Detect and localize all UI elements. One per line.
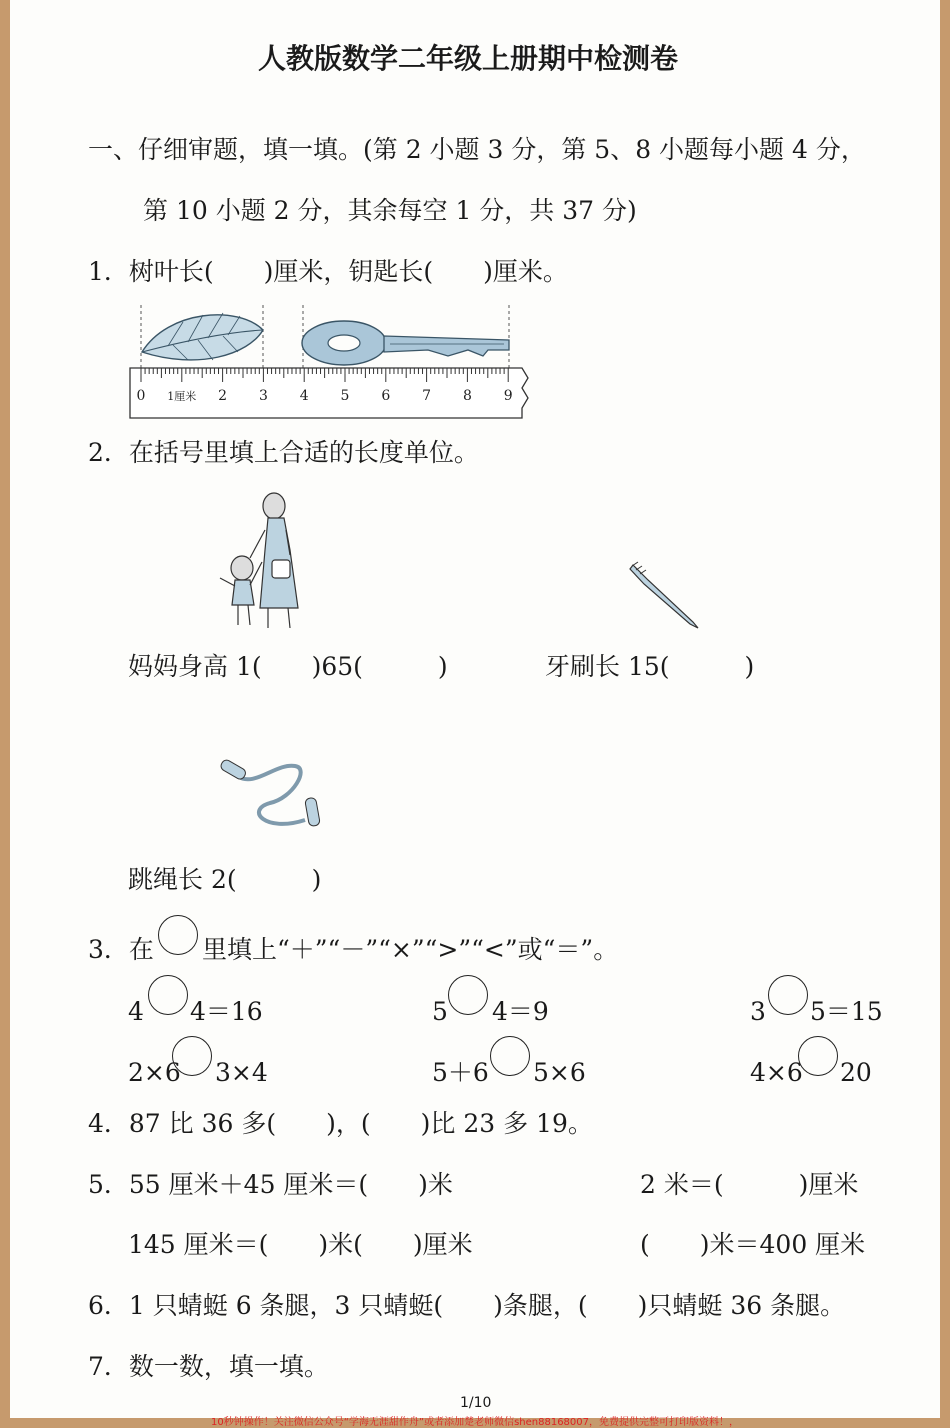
- q3-item-2-circle[interactable]: [448, 975, 488, 1015]
- question-7: 7．数一数，填一填。: [88, 1352, 329, 1381]
- q3-item-5-left: 5＋6: [432, 1058, 489, 1087]
- leaf-icon: [142, 313, 263, 360]
- question-5-d: ( )米＝400 厘米: [640, 1230, 866, 1259]
- page-title: 人教版数学二年级上册期中检测卷: [258, 42, 679, 75]
- ruler-label: 0: [136, 388, 146, 404]
- ruler-label: 6: [381, 388, 391, 404]
- ruler-label: 7: [422, 388, 432, 404]
- answer-circle-example: [158, 915, 198, 955]
- question-5-c: 145 厘米＝( )米( )厘米: [128, 1230, 473, 1259]
- q3-item-2-right: 4＝9: [492, 997, 549, 1026]
- question-2: 2．在括号里填上合适的长度单位。: [88, 438, 479, 467]
- ruler-label: 9: [503, 388, 513, 404]
- question-2-rope-length: 跳绳长 2( ): [128, 865, 322, 894]
- q3-item-6-left: 4×6: [750, 1058, 803, 1087]
- key-icon: [302, 321, 509, 365]
- q3-item-6-right: 20: [840, 1058, 872, 1087]
- question-1: 1．树叶长( )厘米，钥匙长( )厘米。: [88, 257, 568, 286]
- question-4: 4．87 比 36 多( )，( )比 23 多 19。: [88, 1109, 593, 1138]
- ruler-label: 4: [299, 388, 309, 404]
- page-number: 1/10: [460, 1395, 492, 1411]
- ruler-label: 5: [340, 388, 350, 404]
- ruler-label: 2: [218, 388, 228, 404]
- q3-item-3-circle[interactable]: [768, 975, 808, 1015]
- q3-item-5-right: 5×6: [533, 1058, 586, 1087]
- q3-item-4-circle[interactable]: [172, 1036, 212, 1076]
- q3-item-2-left: 5: [432, 997, 448, 1026]
- q3-item-4-right: 3×4: [215, 1058, 268, 1087]
- q3-item-3-left: 3: [750, 997, 766, 1026]
- q3-item-4-left: 2×6: [128, 1058, 181, 1087]
- section-1-instruction-line2: 第 10 小题 2 分，其余每空 1 分，共 37 分): [143, 196, 637, 225]
- toothbrush-icon: [628, 560, 703, 632]
- question-5-a: 5．55 厘米＋45 厘米＝( )米: [88, 1170, 453, 1199]
- ruler-label: 8: [462, 388, 472, 404]
- q3-item-6-circle[interactable]: [798, 1036, 838, 1076]
- ruler: [130, 368, 528, 418]
- question-3-instruction: 里填上“＋”“－”“×”“>”“<”或“＝”。: [202, 935, 619, 964]
- question-3-prefix: 3．在: [88, 935, 154, 964]
- question-5-b: 2 米＝( )厘米: [640, 1170, 859, 1199]
- q3-item-1-right: 4＝16: [190, 997, 263, 1026]
- ruler-figure: [128, 300, 538, 425]
- jump-rope-icon: [215, 758, 335, 840]
- question-2-toothbrush-length: 牙刷长 15( ): [545, 652, 755, 681]
- ruler-label: 3: [258, 388, 268, 404]
- section-1-instruction-line1: 一、仔细审题，填一填。(第 2 小题 3 分，第 5、8 小题每小题 4 分，: [88, 135, 866, 164]
- q3-item-5-circle[interactable]: [490, 1036, 530, 1076]
- q3-item-3-right: 5＝15: [810, 997, 883, 1026]
- mother-and-child-icon: [210, 490, 305, 632]
- q3-item-1-left: 4: [128, 997, 144, 1026]
- question-2-mom-height: 妈妈身高 1( )65( ): [128, 652, 448, 681]
- ruler-label: 1厘米: [167, 390, 197, 403]
- question-6: 6．1 只蜻蜓 6 条腿，3 只蜻蜓( )条腿，( )只蜻蜓 36 条腿。: [88, 1291, 846, 1320]
- footer-notice: 10秒钟操作！关注微信公众号“学海无涯甜作舟”或者添加楚老师微信shen88168007，免费提供完整可打印版资料！，: [210, 1417, 740, 1428]
- q3-item-1-circle[interactable]: [148, 975, 188, 1015]
